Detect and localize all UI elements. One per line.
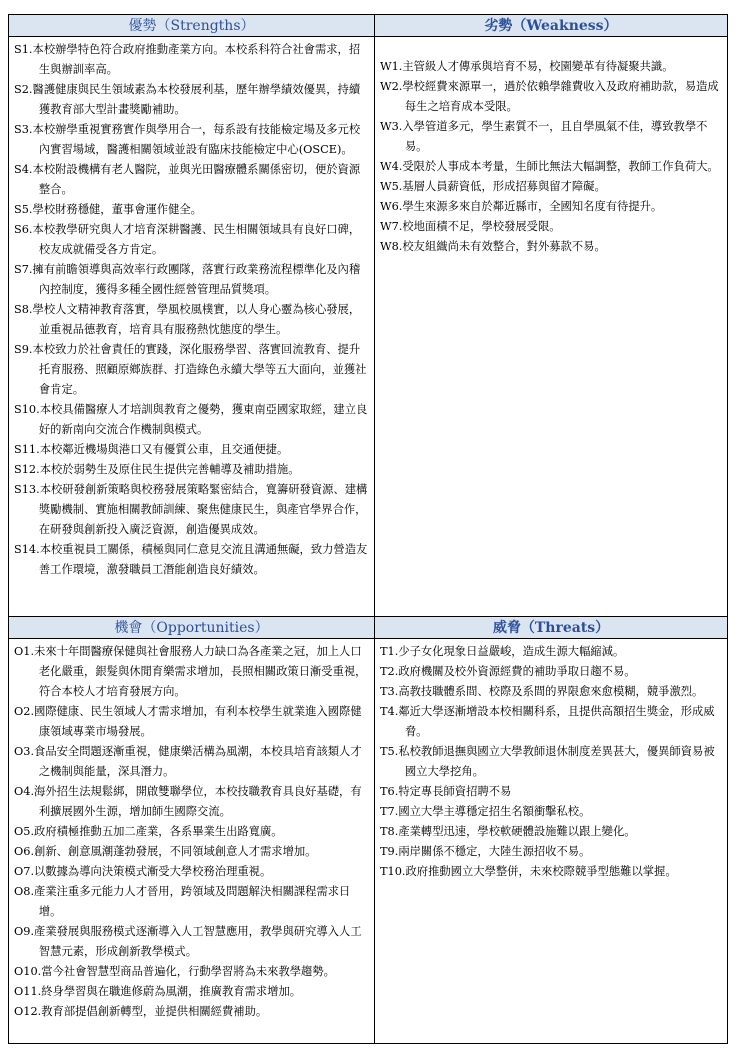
threats-list	[380, 642, 722, 882]
strength-item: S11.本校鄰近機場與港口又有優質公車，且交通便捷。	[14, 443, 289, 456]
threat-item: T7.國立大學主導穩定招生名額衝擊私校。	[380, 805, 591, 818]
threats-header: 威脅（Threats）	[375, 617, 728, 639]
opportunities-cell	[9, 639, 375, 1044]
weakness-item: W4.受限於人事成本考量，生師比無法大幅調整，教師工作負荷大。	[380, 160, 719, 173]
strength-item: S14.本校重視員工關係，積極與同仁意見交流且溝通無礙，致力營造友善工作環境，激發職員工潛能創造良好績效。	[14, 543, 368, 576]
strength-item: S13.本校研發創新策略與校務發展策略緊密結合，寬籌研發資源、建構獎勵機制、實施相關教師訓練、聚焦健康民生，與產官學界合作，在研發與創新投入廣泛資源，創造優異成效。	[14, 483, 368, 536]
opportunity-item: O12.教育部提倡創新轉型，並提供相關經費補助。	[14, 1005, 268, 1018]
strengths-cell	[9, 37, 375, 617]
threat-item: T8.產業轉型迅速，學校軟硬體設施難以跟上變化。	[380, 825, 636, 838]
weakness-item: W1.主管級人才傳承與培育不易，校園變革有待凝聚共識。	[380, 60, 674, 73]
threat-item: T10.政府推動國立大學整併，未來校際競爭型態難以掌握。	[380, 865, 677, 878]
weakness-header: 劣勢（Weakness）	[375, 15, 728, 37]
opportunity-item: O6.創新、創意風潮蓬勃發展，不同領域創意人才需求增加。	[14, 845, 317, 858]
swot-table	[8, 14, 728, 1044]
strength-item: S5.學校財務穩健，董事會運作健全。	[14, 203, 202, 216]
weakness-item: W8.校友組織尚未有效整合，對外募款不易。	[380, 240, 606, 253]
weakness-item: W7.校地面積不足，學校發展受限。	[380, 220, 561, 233]
opportunity-item: O2.國際健康、民生領域人才需求增加，有利本校學生就業進入國際健康領域專業市場發展。	[14, 705, 362, 738]
strength-item: S12.本校於弱勢生及原住民生提供完善輔導及補助措施。	[14, 463, 300, 476]
opportunities-list	[14, 642, 369, 1022]
threats-cell	[375, 639, 728, 1044]
opportunity-item: O10.當今社會智慧型商品普遍化，行動學習將為未來教學趨勢。	[14, 965, 335, 978]
weakness-item: W2.學校經費來源單一，過於依賴學雜費收入及政府補助款，易造成每生之培育成本受限。	[380, 80, 719, 113]
weakness-cell	[375, 37, 728, 617]
strength-item: S3.本校辦學重視實務實作與學用合一，每系設有技能檢定場及多元校內實習場域，醫護相關領域並設有臨床技能檢定中心(OSCE)。	[14, 123, 361, 156]
weakness-item: W6.學生來源多來自於鄰近縣市，全國知名度有待提升。	[380, 200, 663, 213]
strength-item: S6.本校教學研究與人才培育深耕醫護、民生相關領域具有良好口碑，校友成就備受各方肯定。	[14, 223, 361, 256]
opportunity-item: O11.終身學習與在職進修蔚為風潮，推廣教育需求增加。	[14, 985, 302, 998]
strength-item: S1.本校辦學特色符合政府推動產業方向。本校系科符合社會需求，招生與辦訓率高。	[14, 43, 361, 76]
strength-item: S2.醫護健康與民生領域素為本校發展利基，歷年辦學績效優異，持續獲教育部大型計畫獎勵補助。	[14, 83, 361, 116]
threat-item: T5.私校教師退撫與國立大學教師退休制度差異甚大，優異師資易被國立大學挖角。	[380, 745, 715, 778]
strength-item: S7.擁有前瞻領導與高效率行政團隊，落實行政業務流程標準化及內稽內控制度，獲得多種全國性經營管理品質獎項。	[14, 263, 361, 296]
weakness-item: W5.基層人員薪資低，形成招募與留才障礙。	[380, 180, 606, 193]
strengths-list	[14, 40, 369, 580]
opportunity-item: O5.政府積極推動五加二產業，各系畢業生出路寬廣。	[14, 825, 283, 838]
threat-item: T9.兩岸關係不穩定，大陸生源招收不易。	[380, 845, 591, 858]
strength-item: S8.學校人文精神教育落實，學風校風樸實，以人身心靈為核心發展，並重視品德教育，培育具有服務熱忱態度的學生。	[14, 303, 361, 336]
strength-item: S9.本校致力於社會責任的實踐，深化服務學習、落實回流教育、提升托育服務、照顧原鄉族群、打造綠色永續大學等五大面向，並獲社會肯定。	[14, 343, 367, 396]
opportunity-item: O4.海外招生法規鬆綁，開啟雙聯學位，本校技職教育具良好基礎，有利擴展國外生源，增加師生國際交流。	[14, 785, 362, 818]
threat-item: T6.特定專長師資招聘不易	[380, 785, 512, 798]
threat-item: T3.高教技職體系間、校際及系間的界限愈來愈模糊，競爭激烈。	[380, 685, 704, 698]
opportunity-item: O7.以數據為導向決策模式漸受大學校務治理重視。	[14, 865, 272, 878]
opportunity-item: O3.食品安全問題逐漸重視，健康樂活構為風潮，本校具培育該類人才之機制與能量，深具潛力。	[14, 745, 362, 778]
weakness-list	[380, 57, 722, 257]
threat-item: T2.政府機關及校外資源經費的補助爭取日趨不易。	[380, 665, 636, 678]
weakness-item: W3.入學管道多元，學生素質不一，且自學風氣不佳，導致教學不易。	[380, 120, 708, 153]
opportunity-item: O8.產業注重多元能力人才晉用，跨領域及問題解決相關課程需求日增。	[14, 885, 351, 918]
strengths-header: 優勢（Strengths）	[9, 15, 375, 37]
strength-item: S4.本校附設機構有老人醫院，並與光田醫療體系關係密切，便於資源整合。	[14, 163, 361, 196]
threat-item: T4.鄰近大學逐漸增設本校相關科系，且提供高額招生獎金，形成威脅。	[380, 705, 715, 738]
opportunity-item: O1.未來十年間醫療保健與社會服務人力缺口為各產業之冠，加上人口老化嚴重，銀髮與休閒育樂需求增加，長照相關政策日漸受重視，符合本校人才培育發展方向。	[14, 645, 367, 698]
opportunity-item: O9.產業發展與服務模式逐漸導入人工智慧應用，教學與研究導入人工智慧元素，形成創新教學模式。	[14, 925, 362, 958]
strength-item: S10.本校具備醫療人才培訓與教育之優勢，獲東南亞國家取經，建立良好的新南向交流合作機制與模式。	[14, 403, 368, 436]
opportunities-header: 機會（Opportunities）	[9, 617, 375, 639]
threat-item: T1.少子女化現象日益嚴峻，造成生源大幅縮減。	[380, 645, 625, 658]
